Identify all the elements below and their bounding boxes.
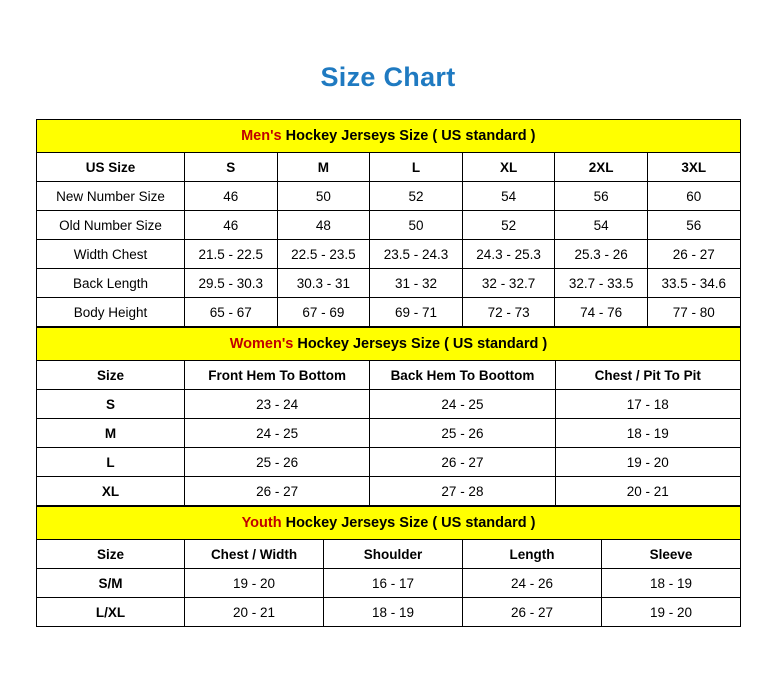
mens-banner-accent: Men's: [241, 128, 282, 144]
data-cell: 56: [555, 182, 648, 211]
table-row: [37, 298, 741, 327]
data-cell: 67 - 69: [277, 298, 370, 327]
youth-size-table: [36, 506, 741, 627]
table-row: [37, 448, 741, 477]
data-cell: 27 - 28: [370, 477, 555, 506]
data-cell: 19 - 20: [602, 598, 741, 627]
youth-header-cell: Length: [463, 540, 602, 569]
data-cell: 24.3 - 25.3: [462, 240, 555, 269]
data-cell: 72 - 73: [462, 298, 555, 327]
data-cell: 26 - 27: [185, 477, 370, 506]
table-row: [37, 390, 741, 419]
womens-table-banner: [37, 328, 741, 361]
data-cell: 25 - 26: [370, 419, 555, 448]
mens-header-cell: 2XL: [555, 153, 648, 182]
row-label: XL: [37, 477, 185, 506]
mens-header-cell: S: [185, 153, 278, 182]
data-cell: 19 - 20: [555, 448, 740, 477]
mens-header-cell: M: [277, 153, 370, 182]
data-cell: 65 - 67: [185, 298, 278, 327]
mens-size-table: [36, 119, 741, 327]
data-cell: 22.5 - 23.5: [277, 240, 370, 269]
row-label: M: [37, 419, 185, 448]
table-row: [37, 569, 741, 598]
data-cell: 24 - 25: [185, 419, 370, 448]
row-label: Back Length: [37, 269, 185, 298]
data-cell: 25 - 26: [185, 448, 370, 477]
womens-banner-accent: Women's: [229, 336, 294, 352]
youth-banner-rest: Hockey Jerseys Size ( US standard ): [281, 515, 536, 531]
table-row: [37, 477, 741, 506]
row-label: Body Height: [37, 298, 185, 327]
mens-header-cell: US Size: [37, 153, 185, 182]
row-label: Old Number Size: [37, 211, 185, 240]
data-cell: 25.3 - 26: [555, 240, 648, 269]
data-cell: 46: [185, 182, 278, 211]
mens-banner-rest: Hockey Jerseys Size ( US standard ): [281, 128, 536, 144]
womens-size-table: [36, 327, 741, 506]
data-cell: 18 - 19: [555, 419, 740, 448]
youth-header-cell: Size: [37, 540, 185, 569]
data-cell: 33.5 - 34.6: [647, 269, 740, 298]
data-cell: 18 - 19: [602, 569, 741, 598]
data-cell: 18 - 19: [324, 598, 463, 627]
mens-header-cell: 3XL: [647, 153, 740, 182]
table-row: [37, 598, 741, 627]
youth-header-cell: Chest / Width: [185, 540, 324, 569]
data-cell: 48: [277, 211, 370, 240]
youth-header-cell: Shoulder: [324, 540, 463, 569]
row-label: S: [37, 390, 185, 419]
data-cell: 30.3 - 31: [277, 269, 370, 298]
data-cell: 74 - 76: [555, 298, 648, 327]
row-label: Width Chest: [37, 240, 185, 269]
table-row: [37, 211, 741, 240]
data-cell: 19 - 20: [185, 569, 324, 598]
table-row: [37, 269, 741, 298]
data-cell: 52: [370, 182, 463, 211]
data-cell: 26 - 27: [370, 448, 555, 477]
mens-header-cell: L: [370, 153, 463, 182]
data-cell: 26 - 27: [463, 598, 602, 627]
page-title: Size Chart: [320, 62, 456, 92]
womens-header-cell: Back Hem To Boottom: [370, 361, 555, 390]
data-cell: 60: [647, 182, 740, 211]
data-cell: 16 - 17: [324, 569, 463, 598]
data-cell: 21.5 - 22.5: [185, 240, 278, 269]
data-cell: 23 - 24: [185, 390, 370, 419]
youth-banner-accent: Youth: [241, 515, 282, 531]
mens-header-row: [37, 153, 741, 182]
womens-header-row: [37, 361, 741, 390]
data-cell: 29.5 - 30.3: [185, 269, 278, 298]
data-cell: 32 - 32.7: [462, 269, 555, 298]
mens-banner-cell: [37, 120, 741, 153]
row-label: L/XL: [37, 598, 185, 627]
table-row: [37, 419, 741, 448]
data-cell: 20 - 21: [185, 598, 324, 627]
data-cell: 54: [555, 211, 648, 240]
data-cell: 32.7 - 33.5: [555, 269, 648, 298]
row-label: S/M: [37, 569, 185, 598]
youth-header-row: [37, 540, 741, 569]
data-cell: 23.5 - 24.3: [370, 240, 463, 269]
data-cell: 20 - 21: [555, 477, 740, 506]
tables-container: [36, 119, 740, 627]
womens-header-cell: Size: [37, 361, 185, 390]
youth-banner-cell: [37, 507, 741, 540]
table-row: [37, 182, 741, 211]
data-cell: 50: [277, 182, 370, 211]
data-cell: 50: [370, 211, 463, 240]
womens-banner-rest: Hockey Jerseys Size ( US standard ): [293, 336, 548, 352]
row-label: L: [37, 448, 185, 477]
mens-header-cell: XL: [462, 153, 555, 182]
womens-banner-cell: [37, 328, 741, 361]
data-cell: 69 - 71: [370, 298, 463, 327]
data-cell: 56: [647, 211, 740, 240]
youth-header-cell: Sleeve: [602, 540, 741, 569]
data-cell: 26 - 27: [647, 240, 740, 269]
table-row: [37, 240, 741, 269]
data-cell: 17 - 18: [555, 390, 740, 419]
youth-table-banner: [37, 507, 741, 540]
row-label: New Number Size: [37, 182, 185, 211]
data-cell: 54: [462, 182, 555, 211]
mens-table-banner: [37, 120, 741, 153]
data-cell: 24 - 25: [370, 390, 555, 419]
womens-header-cell: Chest / Pit To Pit: [555, 361, 740, 390]
data-cell: 52: [462, 211, 555, 240]
womens-header-cell: Front Hem To Bottom: [185, 361, 370, 390]
data-cell: 46: [185, 211, 278, 240]
data-cell: 77 - 80: [647, 298, 740, 327]
data-cell: 24 - 26: [463, 569, 602, 598]
data-cell: 31 - 32: [370, 269, 463, 298]
